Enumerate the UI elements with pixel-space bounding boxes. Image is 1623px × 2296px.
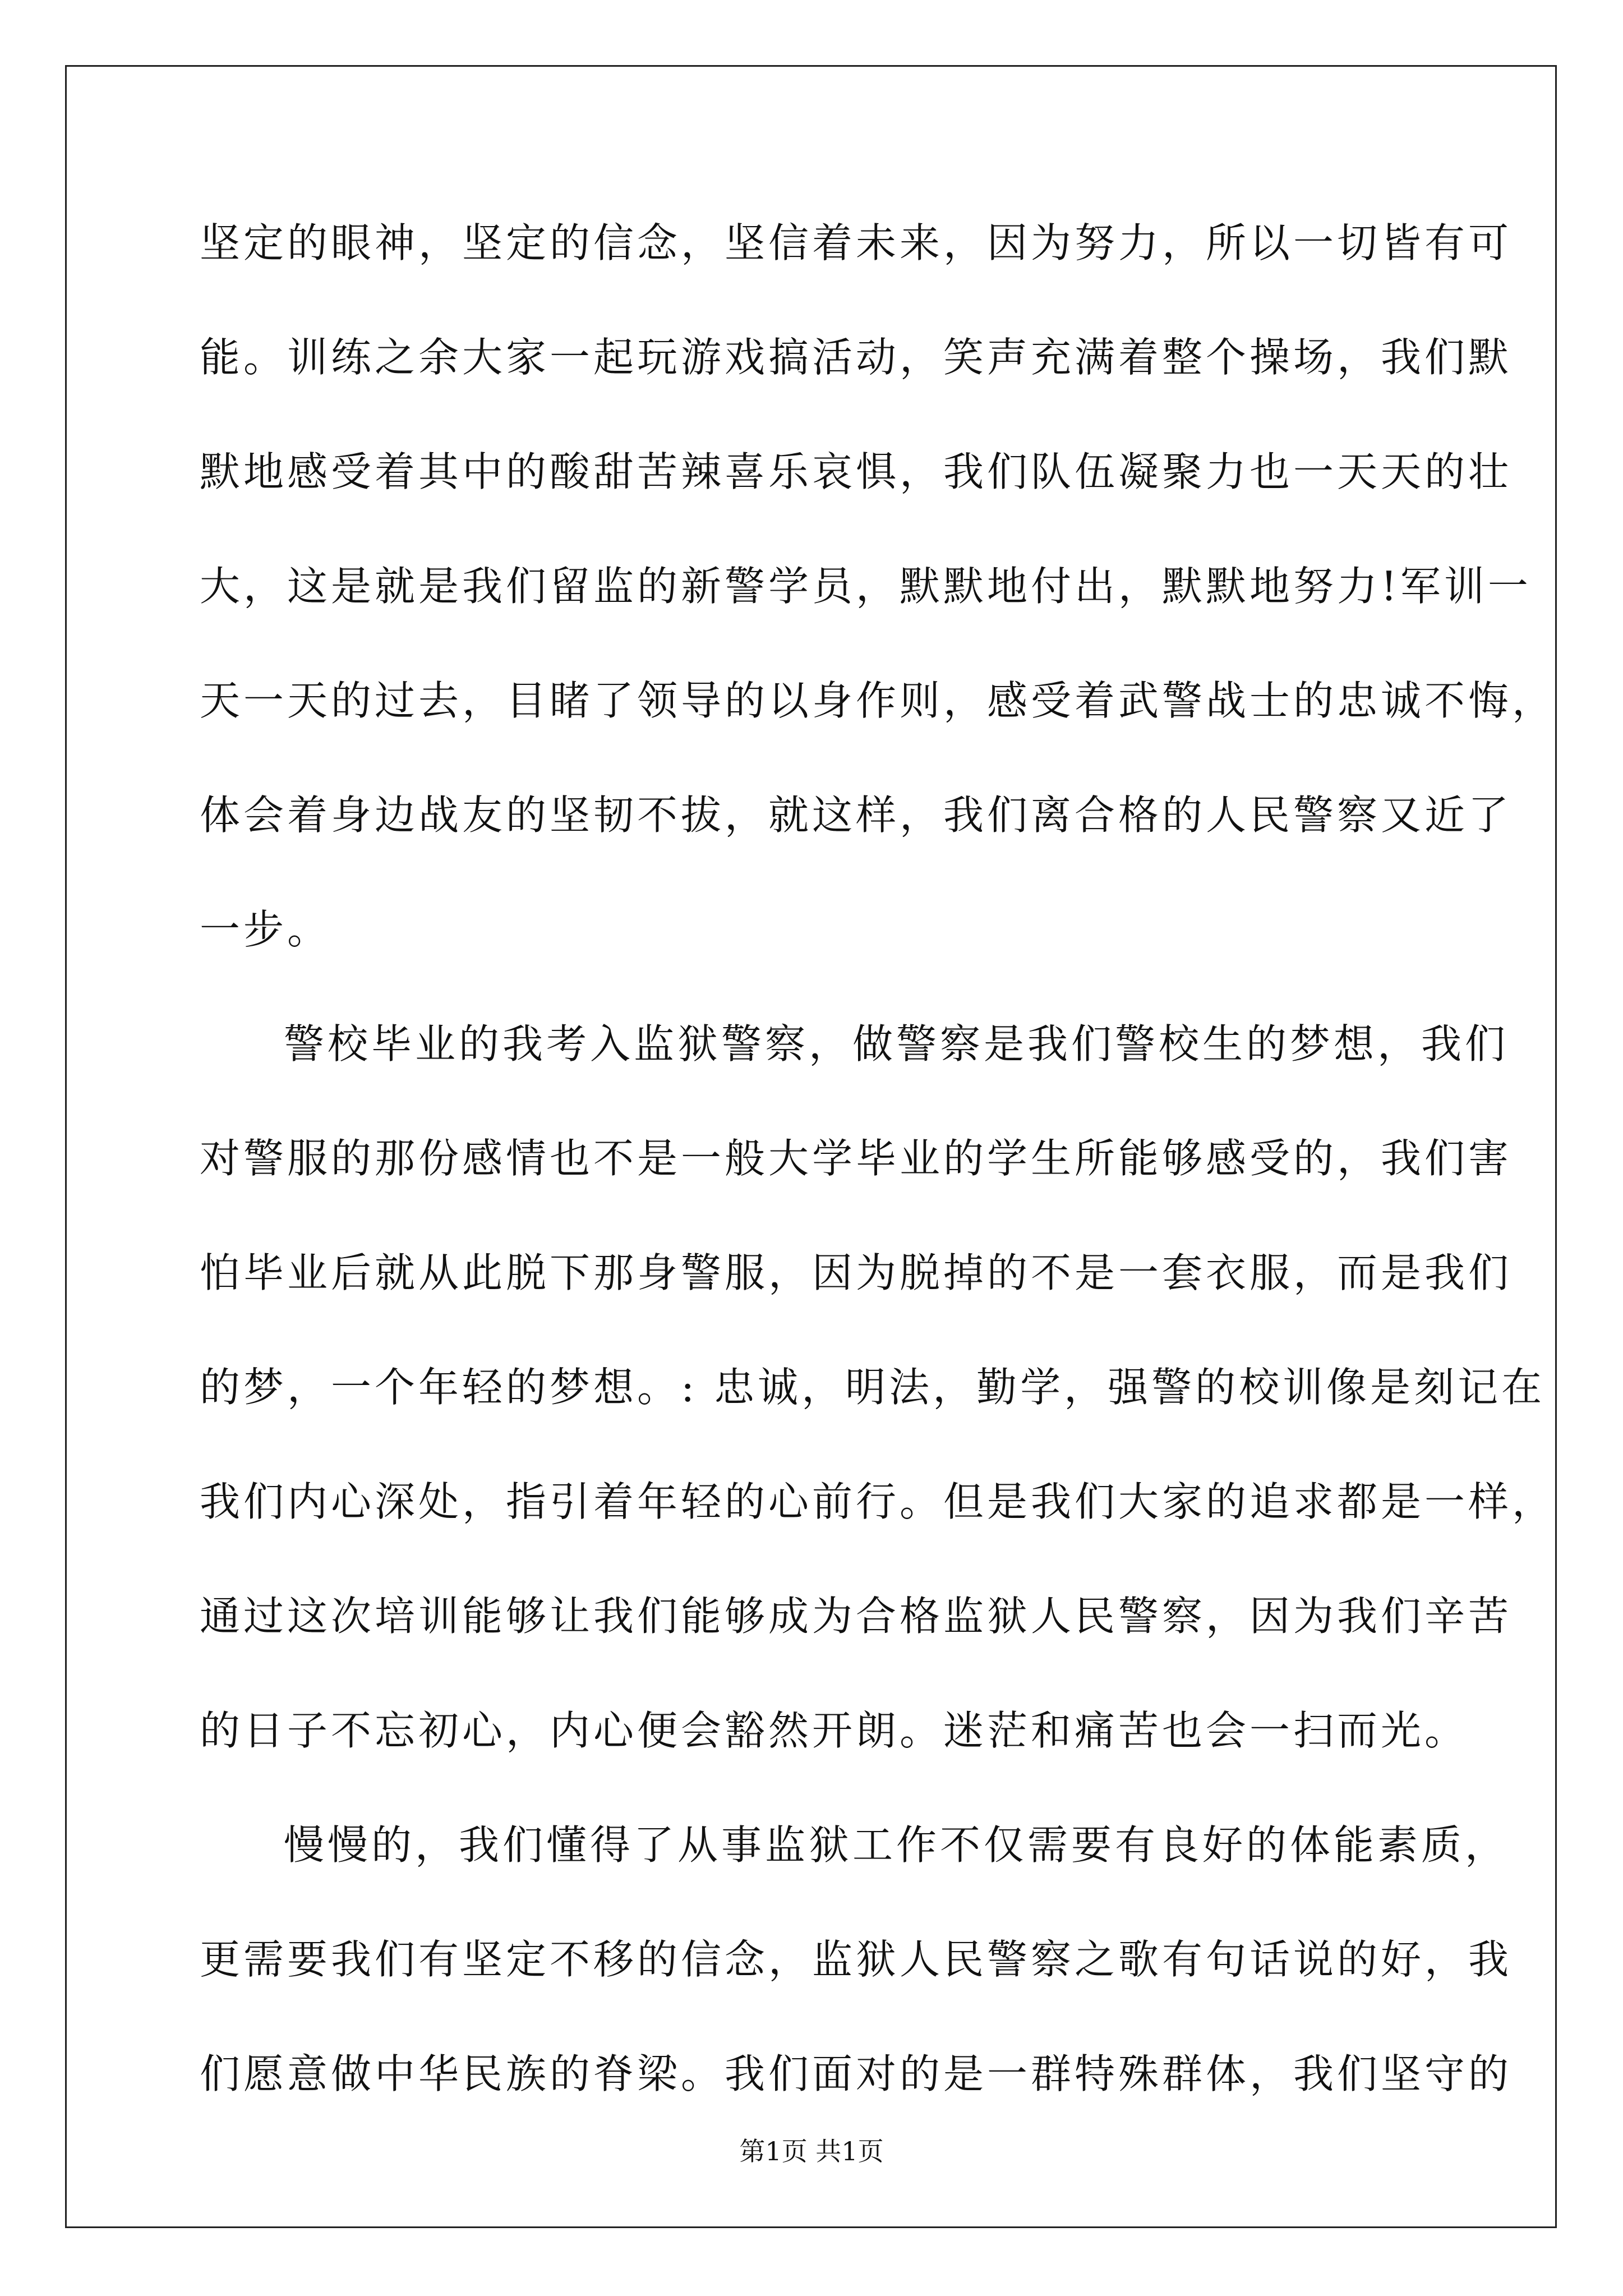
text-line: 的日子不忘初心，内心便会豁然开朗。迷茫和痛苦也会一扫而光。: [200, 1707, 1469, 1754]
text-line: 天一天的过去，目睹了领导的以身作则，感受着武警战士的忠诚不悔，: [200, 677, 1556, 724]
text-line: 默地感受着其中的酸甜苦辣喜乐哀惧，我们队伍凝聚力也一天天的壮: [200, 448, 1513, 495]
text-line: 体会着身边战友的坚韧不拔，就这样，我们离合格的人民警察又近了: [200, 792, 1513, 839]
text-line: 怕毕业后就从此脱下那身警服，因为脱掉的不是一套衣服，而是我们: [200, 1249, 1513, 1296]
text-line: 我们内心深处，指引着年轻的心前行。但是我们大家的追求都是一样，: [200, 1478, 1556, 1525]
text-line: 更需要我们有坚定不移的信念，监狱人民警察之歌有句话说的好，我: [200, 1936, 1513, 1983]
text-line: 大，这是就是我们留监的新警学员，默默地付出，默默地努力!军训一: [200, 563, 1532, 610]
text-line: 能。训练之余大家一起玩游戏搞活动，笑声充满着整个操场，我们默: [200, 334, 1513, 381]
text-line: 的梦，一个年轻的梦想。: 忠诚，明法，勤学，强警的校训像是刻记在: [200, 1364, 1546, 1411]
text-line: 对警服的那份感情也不是一般大学毕业的学生所能够感受的，我们害: [200, 1135, 1513, 1182]
text-line: 们愿意做中华民族的脊梁。我们面对的是一群特殊群体，我们坚守的: [200, 2050, 1513, 2097]
text-line: 通过这次培训能够让我们能够成为合格监狱人民警察，因为我们辛苦: [200, 1593, 1513, 1640]
text-line: 坚定的眼神，坚定的信念，坚信着未来，因为努力，所以一切皆有可: [200, 219, 1513, 266]
text-line: 慢慢的，我们懂得了从事监狱工作不仅需要有良好的体能素质，: [284, 1821, 1509, 1869]
text-line: 一步。: [200, 906, 331, 953]
page-footer: 第1页 共1页: [739, 2136, 884, 2166]
text-line: 警校毕业的我考入监狱警察，做警察是我们警校生的梦想，我们: [284, 1020, 1509, 1068]
